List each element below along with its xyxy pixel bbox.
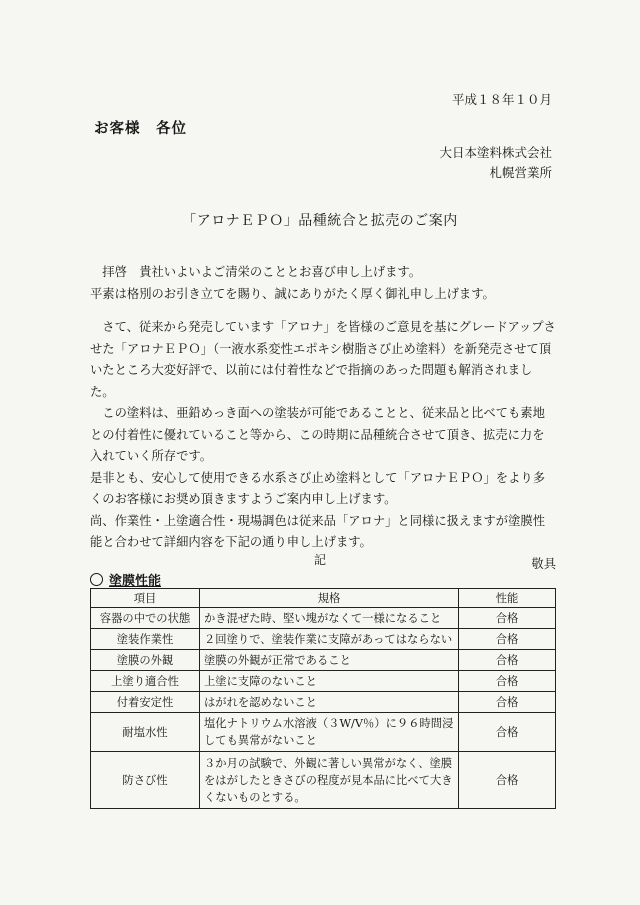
table-row <box>91 608 556 629</box>
ki-marker: 記 <box>313 553 326 567</box>
greeting-line: 平素は格別のお引き立てを賜り、誠にありがたく厚く御礼申し上げます。 <box>90 286 495 301</box>
row-result: 合格 <box>459 608 556 629</box>
row-standard: 上塗に支障のないこと <box>200 671 459 692</box>
greeting <box>90 262 556 305</box>
row-item: 耐塩水性 <box>91 713 200 752</box>
row-standard: はがれを認めないこと <box>200 692 459 713</box>
table-row <box>91 650 556 671</box>
row-standard: ２回塗りで、塗装作業に支障があってはならない <box>200 629 459 650</box>
performance-table <box>90 588 556 809</box>
row-item: 防さび性 <box>91 752 200 809</box>
table-row <box>91 671 556 692</box>
row-result: 合格 <box>459 650 556 671</box>
body-paragraph: さて、従来から発売しています「アロナ」を皆様のご意見を基にグレードアップさせた「アロナＥＰＯ」（一液水系変性エポキシ樹脂さび止め塗料）を新発売させて頂いたところ大変好評で、以前には付着性などで指摘のあった問題も解消されました。 <box>90 320 556 399</box>
table-row <box>91 713 556 752</box>
column-header-standard: 規格 <box>200 589 459 608</box>
table-row <box>91 692 556 713</box>
table-header-row <box>91 589 556 608</box>
addressee: お客様 各位 <box>94 121 187 137</box>
body-paragraphs <box>90 317 556 575</box>
document-date: 平成１８年１０月 <box>451 92 552 107</box>
table-row <box>91 629 556 650</box>
column-header-item: 項目 <box>91 589 200 608</box>
row-result: 合格 <box>459 671 556 692</box>
row-item: 容器の中での状態 <box>91 608 200 629</box>
greeting-line: 拝啓 貴社いよいよご清栄のこととお喜び申し上げます。 <box>102 265 422 279</box>
column-header-result: 性能 <box>459 589 556 608</box>
section-heading <box>90 570 161 589</box>
body-paragraph: 尚、作業性・上塗適合性・現場調色は従来品「アロナ」と同様に扱えますが塗膜性能と合わせて詳細内容を下記の通り申し上げます。 <box>90 513 545 549</box>
row-item: 上塗り適合性 <box>91 671 200 692</box>
row-result: 合格 <box>459 629 556 650</box>
row-item: 塗装作業性 <box>91 629 200 650</box>
row-standard: 塩化ナトリウム水溶液（３W/V％）に９６時間浸しても異常がないこと <box>200 713 459 752</box>
sender-branch: 札幌営業所 <box>489 165 552 180</box>
body-paragraph: この塗料は、亜鉛めっき面への塗装が可能であることと、従来品と比べても素地との付着性に優れていること等から、この時期に品種統合させて頂き、拡売に力を入れていく所存です。 <box>90 406 545 463</box>
closing-word: 敬具 <box>531 556 556 571</box>
circle-bullet-icon <box>90 573 103 586</box>
sender-company: 大日本塗料株式会社 <box>439 145 552 160</box>
section-title: 塗膜性能 <box>109 574 162 589</box>
row-item: 塗膜の外観 <box>91 650 200 671</box>
row-standard: ３か月の試験で、外観に著しい異常がなく、塗膜をはがしたときさびの程度が見本品に比べて大きくないものとする。 <box>200 752 459 809</box>
row-item: 付着安定性 <box>91 692 200 713</box>
sender-block <box>439 143 552 183</box>
document-title: 「アロナＥＰＯ」品種統合と拡売のご案内 <box>182 213 458 229</box>
table-row <box>91 752 556 809</box>
body-paragraph: 是非とも、安心して使用できる水系さび止め塗料として「アロナＥＰＯ」をより多くのお客様にお奨め頂きますようご案内申し上げます。 <box>90 470 545 506</box>
row-result: 合格 <box>459 713 556 752</box>
row-standard: かき混ぜた時、堅い塊がなくて一様になること <box>200 608 459 629</box>
row-result: 合格 <box>459 692 556 713</box>
row-standard: 塗膜の外観が正常であること <box>200 650 459 671</box>
row-result: 合格 <box>459 752 556 809</box>
